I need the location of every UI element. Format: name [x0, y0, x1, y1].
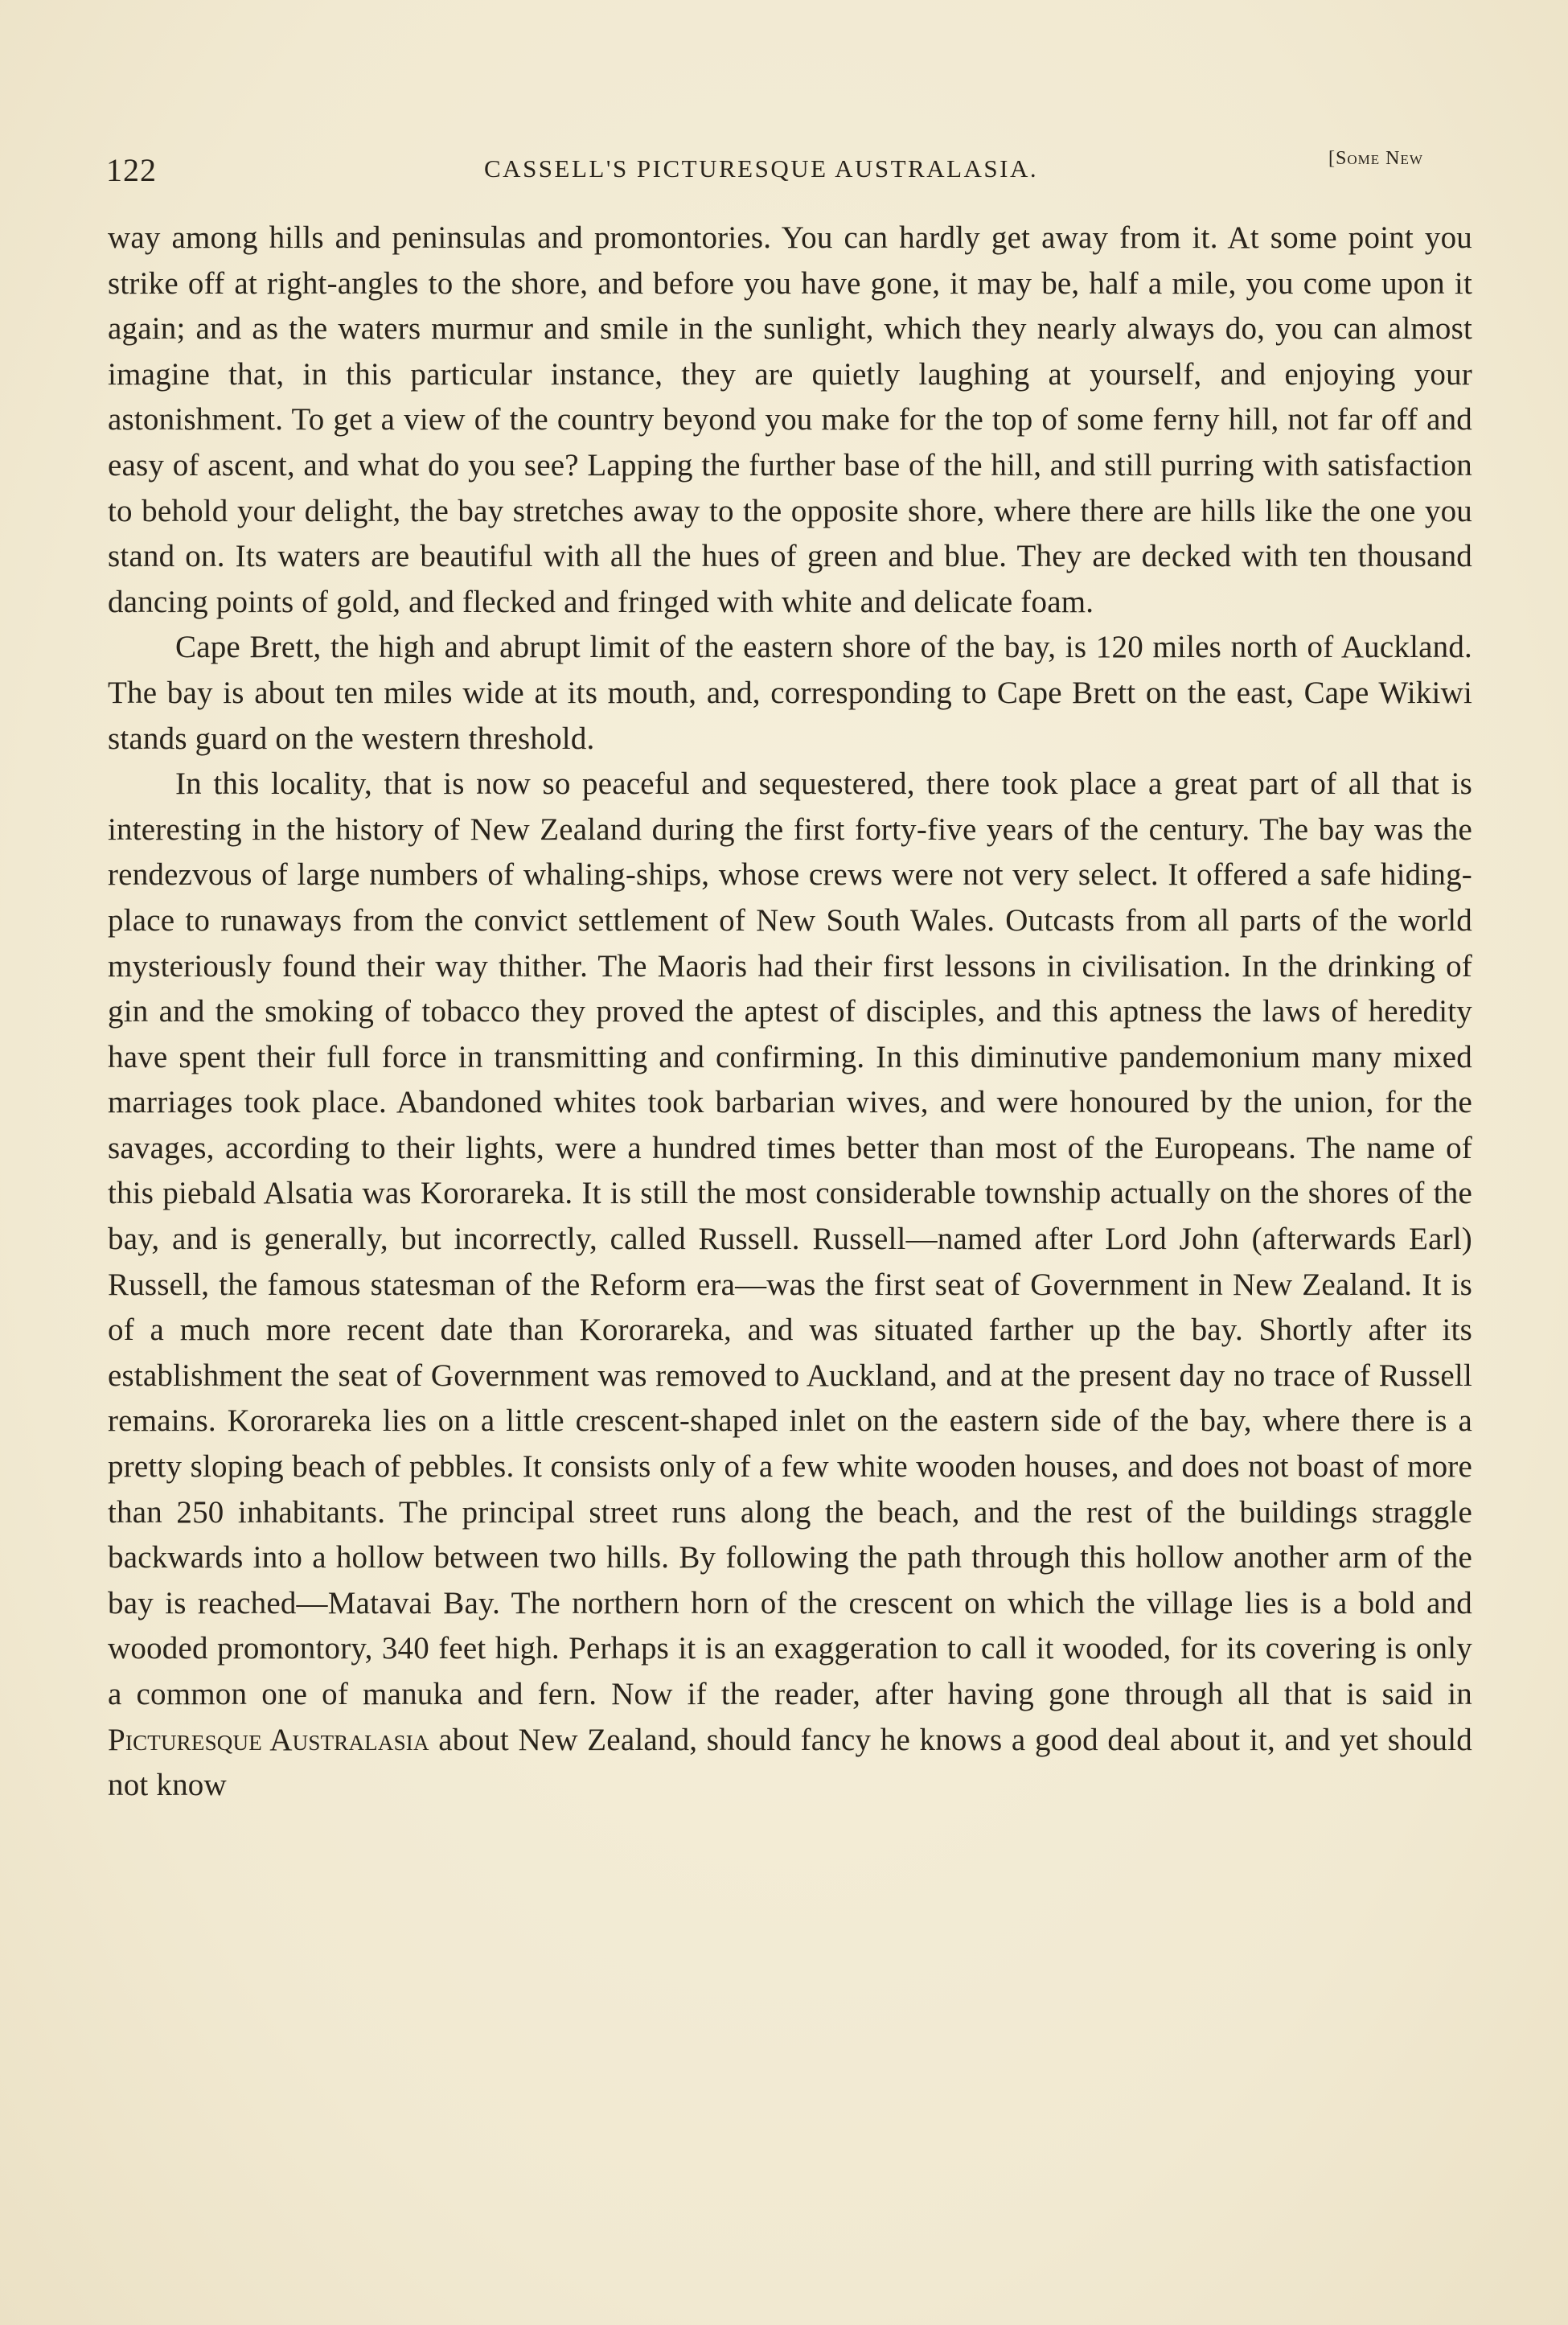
book-title-small-caps: Picturesque Australasia	[108, 1722, 429, 1757]
page-number: 122	[106, 152, 157, 188]
paragraph-history	[108, 762, 1472, 1809]
paragraph-history-text: In this locality, that is now so peaceful and sequestered, there took place a great part of all that is interesting in the history of New Zealand during the first forty-five years of the century. The bay was the rendezvous of large numbers of whaling-ships, whose crews were not very select. It offered a safe hiding-place to runaways from the convict settlement of New South Wales. Outcasts from all parts of the world mysteriously found their way thither. The Maoris had their first lessons in civilisation. In the drinking of gin and the smoking of tobacco they proved the aptest of disciples, and this aptness the laws of heredity have spent their full force in transmitting and confirming. In this diminutive pandemonium many mixed marriages took place. Abandoned whites took barbarian wives, and were honoured by the union, for the savages, according to their lights, were a hundred times better than most of the Europeans. The name of this piebald Alsatia was Kororareka. It is still the most considerable township actually on the shores of the bay, and is generally, but incorrectly, called Russell. Russell—named after Lord John (afterwards Earl) Russell, the famous statesman of the Reform era—was the first seat of Government in New Zealand. It is of a much more recent date than Kororareka, and was situated farther up the bay. Shortly after its establishment the seat of Government was removed to Auckland, and at the present day no trace of Russell remains. Kororareka lies on a little crescent-shaped inlet on the eastern side of the bay, where there is a pretty sloping beach of pebbles. It consists only of a few white wooden houses, and does not boast of more than 250 inhabitants. The principal street runs along the beach, and the rest of the buildings straggle backwards into a hollow between two hills. By following the path through this hollow another arm of the bay is reached—Matavai Bay. The northern horn of the crescent on which the village lies is a bold and wooded promontory, 340 feet high. Perhaps it is an exaggeration to call it wooded, for its covering is only a common one of manuka and fern. Now if the reader, after having gone through all that is said in	[108, 766, 1472, 1711]
running-title: CASSELL'S PICTURESQUE AUSTRALASIA.	[484, 154, 1039, 183]
running-head	[106, 143, 1473, 191]
paragraph-continued: way among hills and peninsulas and promontories. You can hardly get away from it. At some point you strike off at right-angles to the shore, and before you have gone, it may be, half a mile, you come upon it again; and as the waters murmur and smile in the sunlight, which they nearly always do, you can almost imagine that, in this particular instance, they are quietly laughing at yourself, and enjoying your astonishment. To get a view of the country beyond you make for the top of some ferny hill, not far off and easy of ascent, and what do you see? Lapping the further base of the hill, and still purring with satisfaction to behold your delight, the bay stretches away to the opposite shore, where there are hills like the one you stand on. Its waters are beautiful with all the hues of green and blue. They are decked with ten thousand dancing points of gold, and flecked and fringed with white and delicate foam.	[108, 220, 1472, 619]
section-mark: [Some New	[1328, 148, 1423, 169]
body-text	[108, 216, 1472, 1809]
paragraph-cape-brett: Cape Brett, the high and abrupt limit of the eastern shore of the bay, is 120 miles north of Auckland. The bay is about ten miles wide at its mouth, and, corresponding to Cape Brett on the east, Cape Wikiwi stands guard on the western threshold.	[108, 630, 1472, 756]
paragraph-history-ending: about New Zealand, should fancy he knows a good deal about it, and yet should not know	[108, 1722, 1472, 1803]
